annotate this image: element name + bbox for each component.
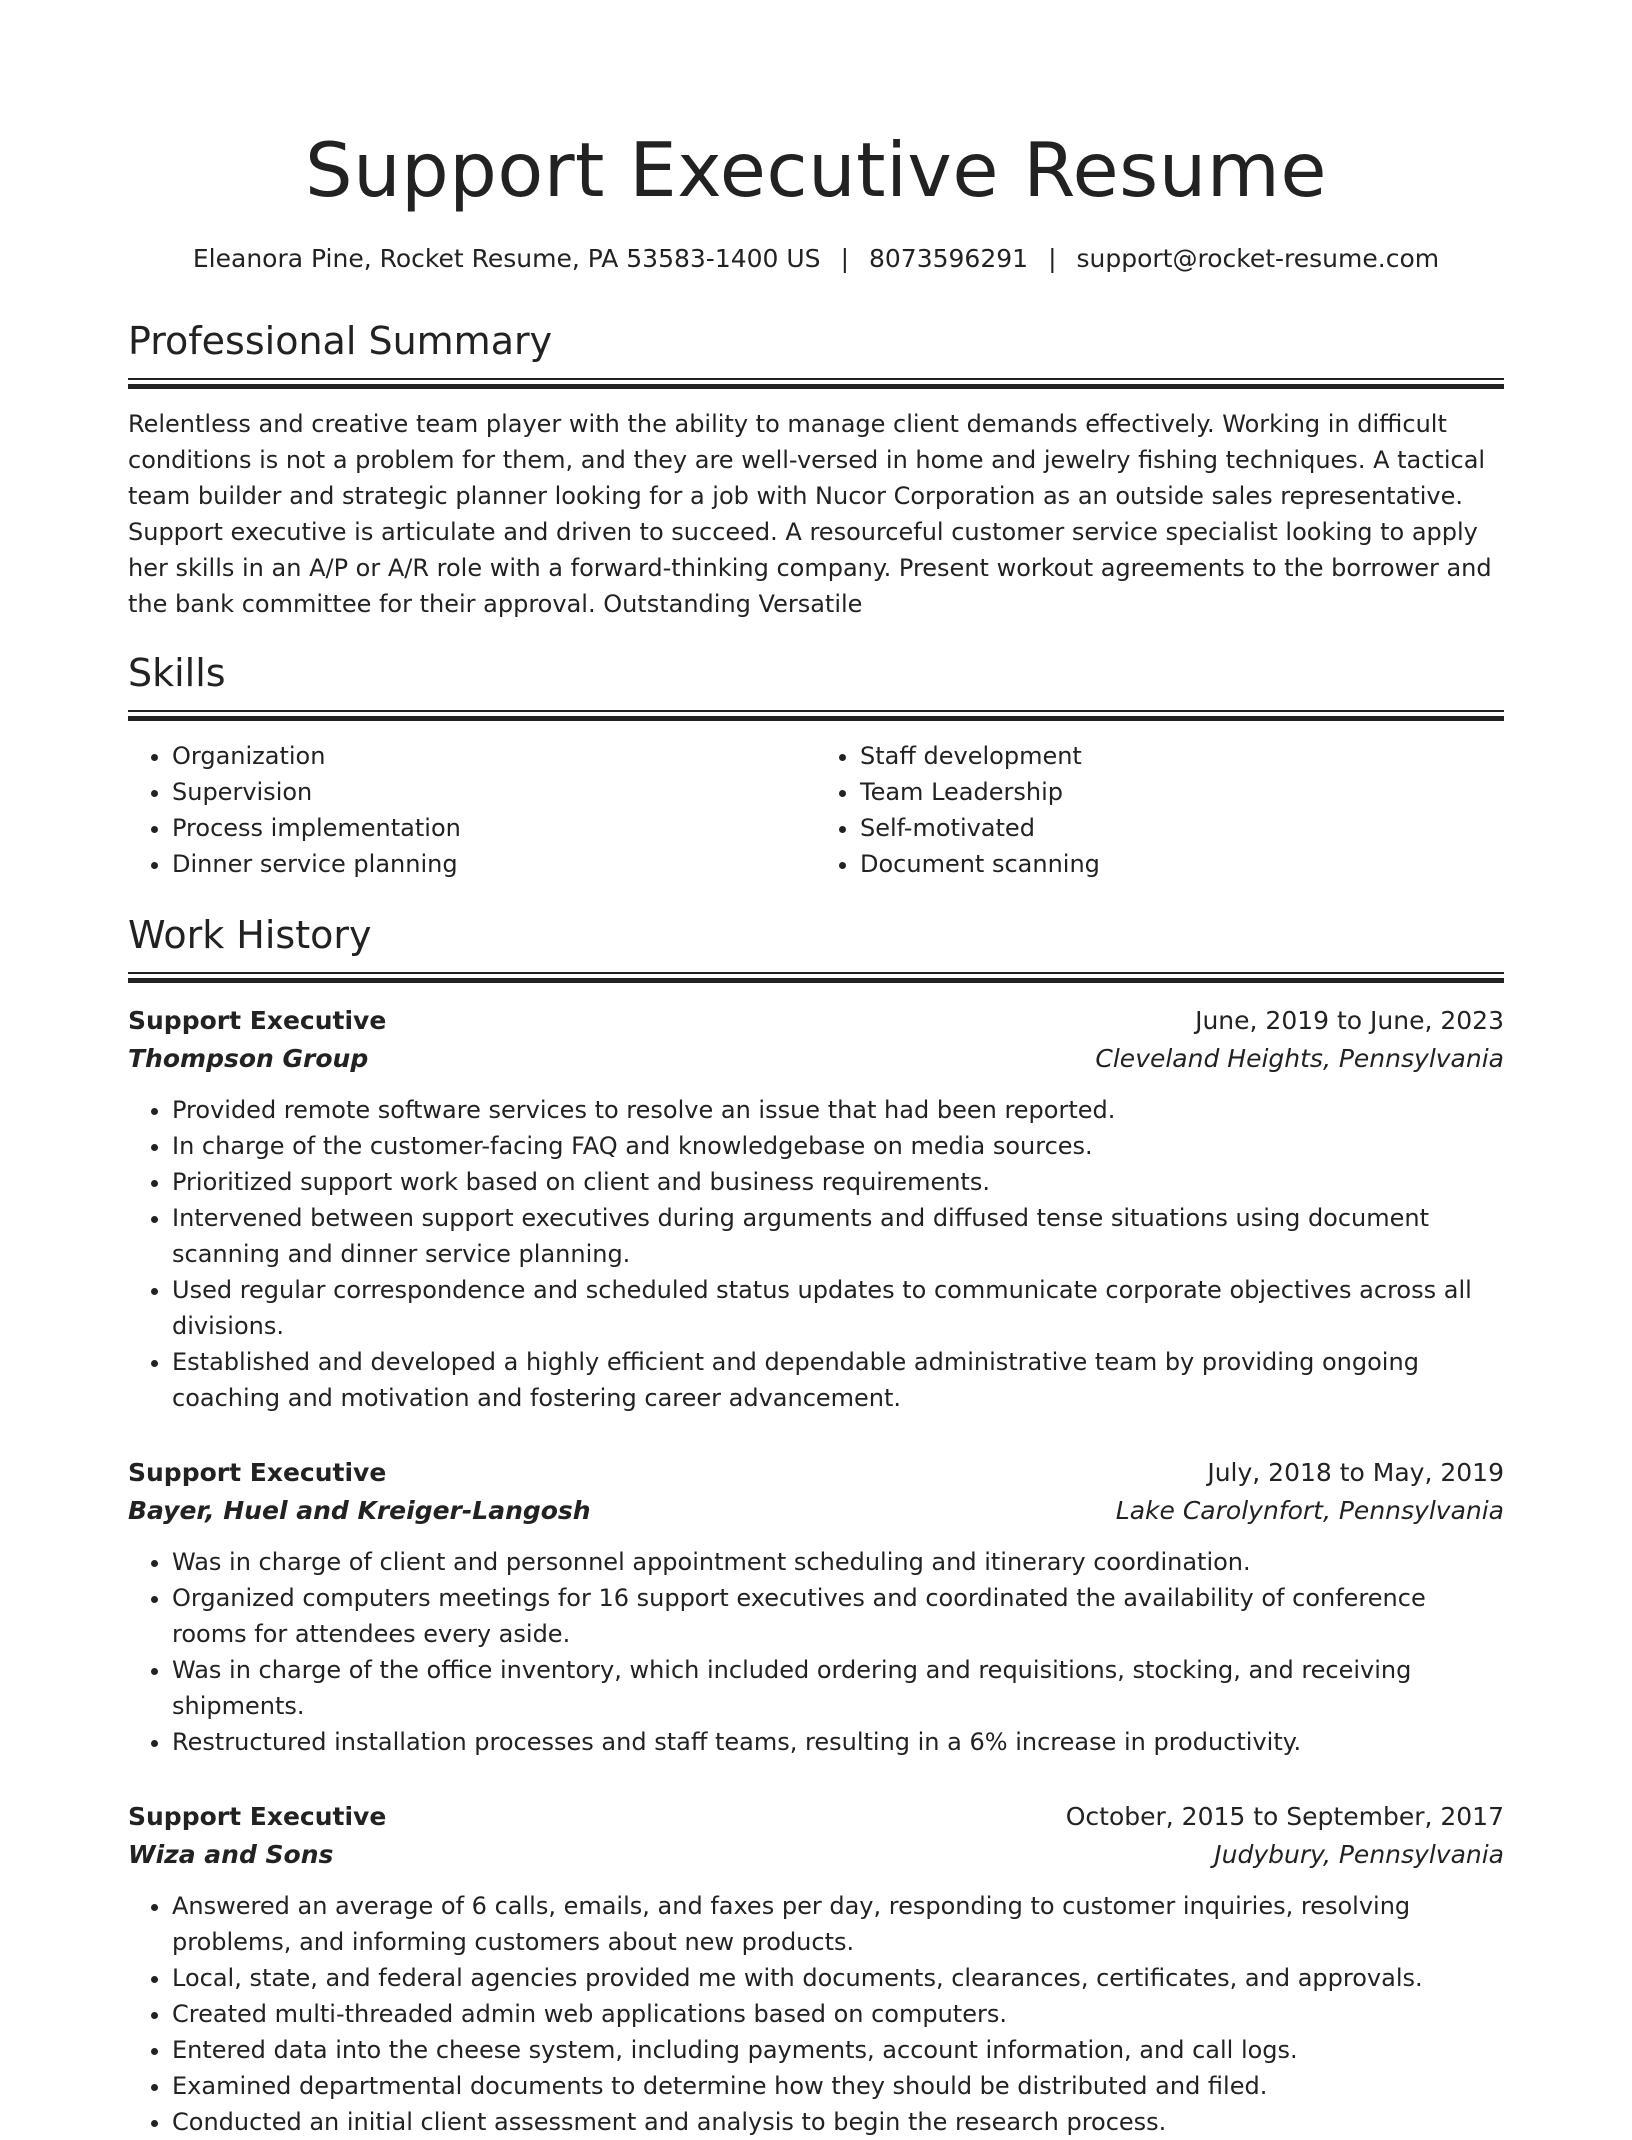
job-bullet: • Was in charge of the office inventory, which included ordering and requisitions, stocking, and receiving shipments. xyxy=(172,1652,1504,1724)
skill-item: • Process implementation xyxy=(172,810,816,846)
job-bullet: • In charge of the customer-facing FAQ and knowledgebase on media sources. xyxy=(172,1128,1504,1164)
work-history-heading: Work History xyxy=(128,913,372,957)
job-bullets xyxy=(128,1888,1504,2140)
job-bullet: • Used regular correspondence and scheduled status updates to communicate corporate objectives across all divisions. xyxy=(172,1272,1504,1344)
skill-item: • Team Leadership xyxy=(860,774,1504,810)
skill-item: • Document scanning xyxy=(860,846,1504,882)
skills-heading: Skills xyxy=(128,651,226,695)
skill-item: • Staff development xyxy=(860,738,1504,774)
job-header-row xyxy=(128,1454,1504,1492)
job-header-row xyxy=(128,1002,1504,1040)
job-bullet: • Provided remote software services to resolve an issue that had been reported. xyxy=(172,1092,1504,1128)
job-entry xyxy=(128,1798,1504,2140)
section-divider xyxy=(128,710,1504,720)
job-header-row xyxy=(128,1798,1504,1836)
skill-item: • Organization xyxy=(172,738,816,774)
contact-separator: | xyxy=(1048,244,1057,273)
section-divider xyxy=(128,972,1504,982)
skills-columns xyxy=(128,738,1504,882)
job-bullet: • Examined departmental documents to determine how they should be distributed and filed. xyxy=(172,2068,1504,2104)
job-bullet: • Restructured installation processes and staff teams, resulting in a 6% increase in productivity. xyxy=(172,1724,1504,1760)
skills-section xyxy=(128,648,1504,882)
job-bullet: • Was in charge of client and personnel appointment scheduling and itinerary coordination. xyxy=(172,1544,1504,1580)
job-bullet: • Organized computers meetings for 16 support executives and coordinated the availability of conference rooms for attendees every aside. xyxy=(172,1580,1504,1652)
skill-item: • Supervision xyxy=(172,774,816,810)
job-company: Wiza and Sons xyxy=(128,1840,334,1869)
job-entry xyxy=(128,1002,1504,1416)
skill-item: • Self-motivated xyxy=(860,810,1504,846)
job-subheader-row xyxy=(128,1492,1504,1530)
summary-heading: Professional Summary xyxy=(128,319,553,363)
job-bullet: • Entered data into the cheese system, including payments, account information, and call logs. xyxy=(172,2032,1504,2068)
resume-page xyxy=(128,0,1504,2140)
job-bullet: • Conducted an initial client assessment and analysis to begin the research process. xyxy=(172,2104,1504,2140)
job-title: Support Executive xyxy=(128,1458,387,1487)
job-bullet: • Prioritized support work based on client and business requirements. xyxy=(172,1164,1504,1200)
contact-phone: 8073596291 xyxy=(869,244,1029,273)
job-title: Support Executive xyxy=(128,1006,387,1035)
summary-section xyxy=(128,316,1504,622)
page-title: Support Executive Resume xyxy=(304,126,1327,214)
work-history-section xyxy=(128,910,1504,2140)
job-entry xyxy=(128,1454,1504,1760)
job-subheader-row xyxy=(128,1836,1504,1874)
skills-list-right xyxy=(816,738,1504,882)
job-company: Bayer, Huel and Kreiger-Langosh xyxy=(128,1496,591,1525)
summary-text: Relentless and creative team player with the ability to manage client demands effectively. Working in difficult conditions is not a problem for them, and they are well-versed in home and jewelry fishing techniques. A tactical team builder and strategic planner looking for a job with Nucor Corporation as an outside sales representative. Support executive is articulate and driven to succeed. A resourceful customer service specialist looking to apply her skills in an A/P or A/R role with a forward-thinking company. Present workout agreements to the borrower and the bank committee for their approval. Outstanding Versatile xyxy=(128,410,1492,618)
job-bullet: • Created multi-threaded admin web applications based on computers. xyxy=(172,1996,1504,2032)
section-divider xyxy=(128,378,1504,388)
contact-address: Eleanora Pine, Rocket Resume, PA 53583-1400 US xyxy=(192,244,821,273)
skills-list-left xyxy=(128,738,816,882)
job-location: Judybury, Pennsylvania xyxy=(1214,1840,1504,1869)
job-bullet: • Local, state, and federal agencies provided me with documents, clearances, certificates, and approvals. xyxy=(172,1960,1504,1996)
skill-item: • Dinner service planning xyxy=(172,846,816,882)
job-dates: October, 2015 to September, 2017 xyxy=(1065,1802,1504,1831)
job-bullet: • Intervened between support executives during arguments and diffused tense situations using document scanning and dinner service planning. xyxy=(172,1200,1504,1272)
job-dates: June, 2019 to June, 2023 xyxy=(1195,1006,1504,1035)
job-location: Lake Carolynfort, Pennsylvania xyxy=(1115,1496,1504,1525)
job-bullets xyxy=(128,1544,1504,1760)
job-company: Thompson Group xyxy=(128,1044,369,1073)
job-bullets xyxy=(128,1092,1504,1416)
contact-separator: | xyxy=(840,244,849,273)
job-title: Support Executive xyxy=(128,1802,387,1831)
job-dates: July, 2018 to May, 2019 xyxy=(1207,1458,1504,1487)
contact-email: support@rocket-resume.com xyxy=(1076,244,1440,273)
contact-line xyxy=(128,242,1504,276)
job-bullet: • Established and developed a highly efficient and dependable administrative team by providing ongoing coaching and motivation and fostering career advancement. xyxy=(172,1344,1504,1416)
job-location: Cleveland Heights, Pennsylvania xyxy=(1095,1044,1504,1073)
job-bullet: • Answered an average of 6 calls, emails, and faxes per day, responding to customer inquiries, resolving problems, and informing customers about new products. xyxy=(172,1888,1504,1960)
job-subheader-row xyxy=(128,1040,1504,1078)
